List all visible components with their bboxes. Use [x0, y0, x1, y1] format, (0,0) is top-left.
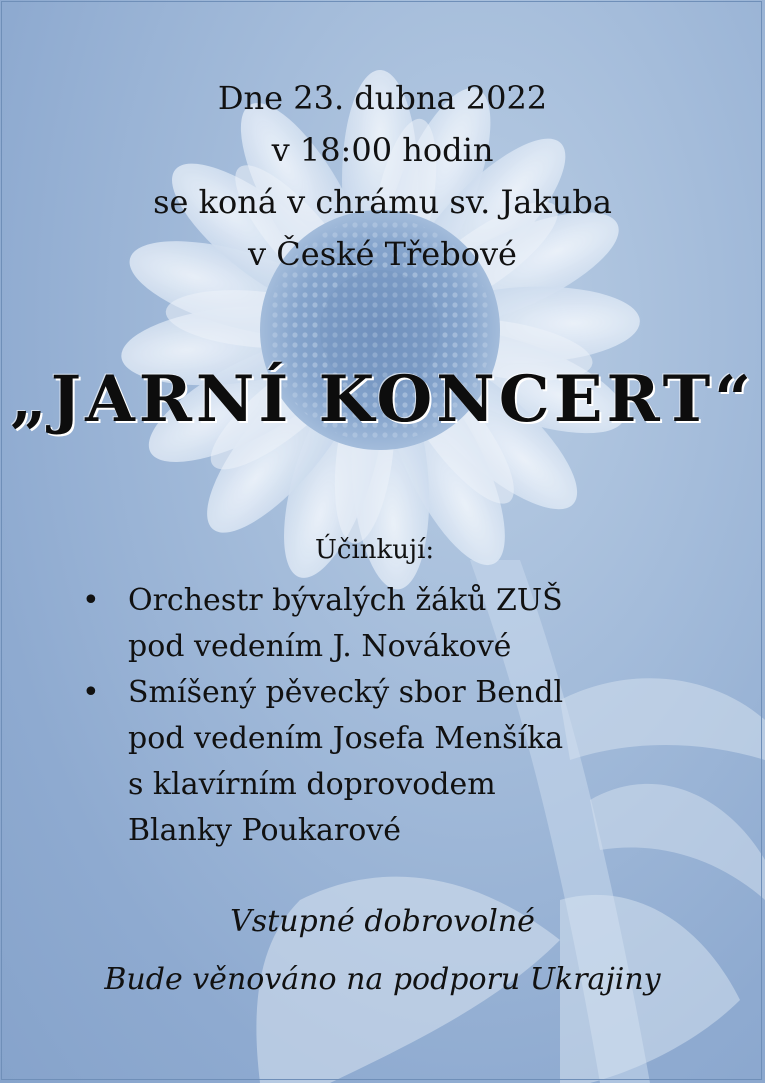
performer-line: s klavírním doprovodem: [128, 767, 496, 802]
event-footer: [0, 893, 765, 1009]
performers-label: Účinkují:: [315, 535, 435, 565]
bullet-icon: •: [82, 583, 100, 618]
event-venue: se koná v chrámu sv. Jakuba: [153, 183, 612, 221]
event-time: v 18:00 hodin: [271, 131, 494, 169]
bullet-icon: •: [82, 675, 100, 710]
admission-note: Vstupné dobrovolné: [230, 904, 535, 939]
concert-title: „JARNÍ KONCERT“: [9, 362, 756, 437]
event-intro: [0, 72, 765, 280]
performer-line: Blanky Poukarové: [128, 813, 402, 848]
performers-list: [76, 578, 563, 854]
event-town: v České Třebové: [248, 235, 517, 273]
performer-item: [76, 670, 563, 854]
dedication-note: Bude věnováno na podporu Ukrajiny: [104, 962, 661, 997]
performer-line: pod vedením J. Novákové: [128, 629, 512, 664]
performer-line: Orchestr bývalých žáků ZUŠ: [128, 583, 563, 618]
performer-item: [76, 578, 563, 670]
performer-line: Smíšený pěvecký sbor Bendl: [128, 675, 564, 710]
event-date: Dne 23. dubna 2022: [217, 79, 548, 117]
performer-line: pod vedením Josefa Menšíka: [128, 721, 564, 756]
